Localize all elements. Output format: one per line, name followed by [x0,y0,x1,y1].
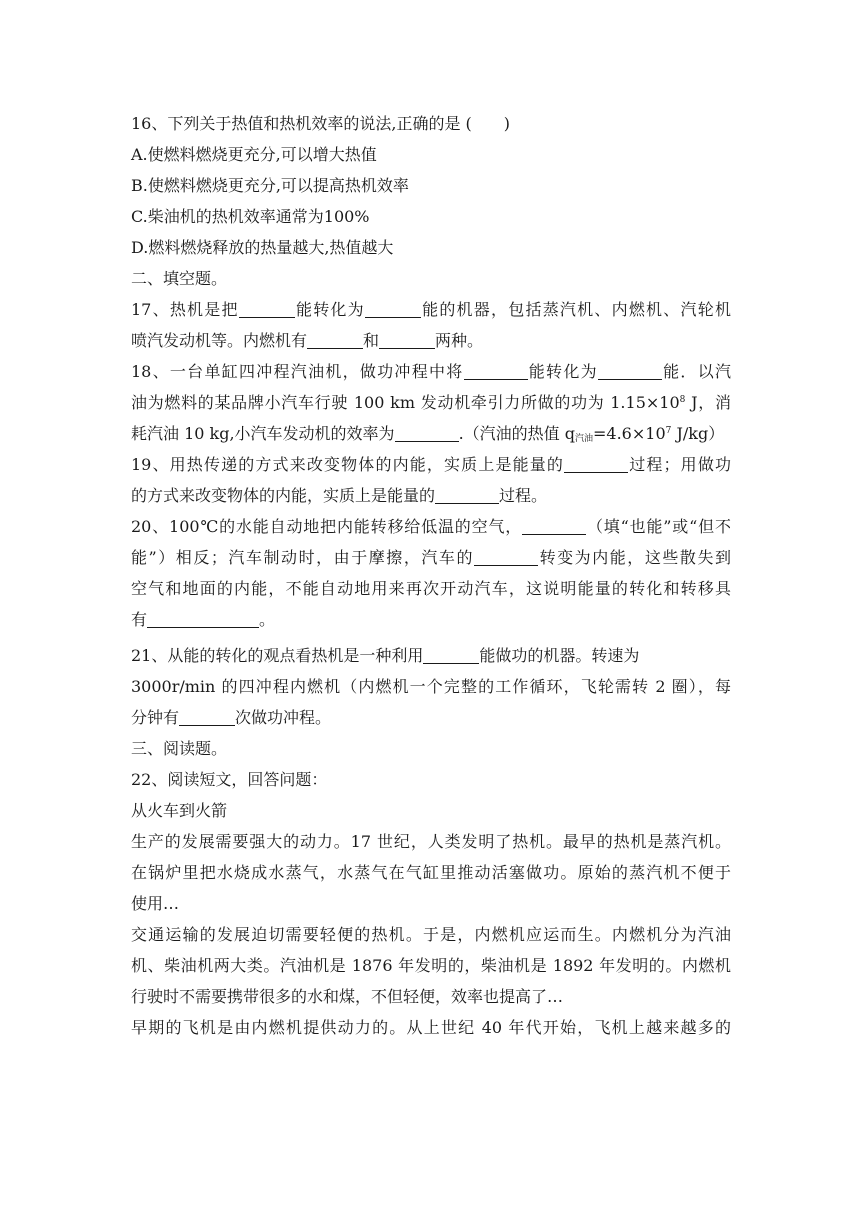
passage-paragraph-1-line: 使用… [131,894,180,913]
text: J，消 [685,393,731,412]
answer-blank[interactable] [147,609,259,628]
text: 能的机器，包括蒸汽机、内燃机、汽轮机 [420,300,731,319]
question-20-line-2 [131,542,731,573]
text: （填“也能”或“但不 [586,517,731,536]
section-fill-in-heading: 二、填空题。 [131,269,228,288]
question-18-line-1 [131,356,731,387]
text: 21、从能的转化的观点看热机是一种利用 [131,646,424,665]
section-reading-heading: 三、阅读题。 [131,739,228,758]
text: 的方式来改变物体的内能，实质上是能量的 [131,486,436,505]
text: 19、用热传递的方式来改变物体的内能，实质上是能量的 [131,455,565,474]
text: 能做功的机器。转速为 [479,646,640,665]
text: 有 [131,610,148,629]
text: 转变为内能，这些散失到 [538,548,731,567]
passage-paragraph-1-line: 生产的发展需要强大的动力。17 世纪，人类发明了热机。最早的热机是蒸汽机。 [131,832,731,851]
question-22-stem: 22、阅读短文，回答问题： [131,770,328,789]
question-16-stem: 16、下列关于热值和热机效率的说法,正确的是 ( ) [131,114,511,133]
answer-blank[interactable] [307,330,363,349]
question-16-option-c: C.柴油机的热机效率通常为100% [131,207,370,226]
passage-paragraph-1-line: 在锅炉里把水烧成水蒸气，水蒸气在气缸里推动活塞做功。原始的蒸汽机不便于 [131,863,731,882]
text: .（汽油的热值 q [458,424,575,443]
passage-paragraph-2-line: 行驶时不需要携带很多的水和煤，不但轻便，效率也提高了… [131,987,564,1006]
answer-blank[interactable] [464,361,528,380]
passage-paragraph-2-line: 交通运输的发展迫切需要轻便的热机。于是，内燃机应运而生。内燃机分为汽油 [131,925,731,944]
question-18-line-2 [131,387,731,418]
answer-blank[interactable] [423,645,479,664]
question-21-line-3 [131,702,731,733]
question-17-line-2 [131,325,731,356]
text: 18、一台单缸四冲程汽油机，做功冲程中将 [131,362,464,381]
question-19-line-1 [131,449,731,480]
subscript: 汽油 [574,434,593,444]
question-16-option-b: B.使燃料燃烧更充分,可以提高热机效率 [131,176,409,195]
question-20-line-3: 空气和地面的内能，不能自动地用来再次开动汽车，这说明能量的转化和转移具 [131,579,731,598]
answer-blank[interactable] [598,361,662,380]
answer-blank[interactable] [564,454,628,473]
text: 次做功冲程。 [235,708,332,727]
text: 能．以汽 [661,362,731,381]
answer-blank[interactable] [474,547,538,566]
text: 20、100℃的水能自动地把内能转移给低温的空气， [131,517,523,536]
text: 17、热机是把 [131,300,239,319]
document-page [131,108,731,1043]
text: 能转化为 [294,300,365,319]
question-16-option-a: A.使燃料燃烧更充分,可以增大热值 [131,145,377,164]
text: 过程；用做功 [628,455,731,474]
question-17-line-1 [131,294,731,325]
text: 过程。 [499,486,548,505]
passage-paragraph-3-line: 早期的飞机是由内燃机提供动力的。从上世纪 40 年代开始，飞机上越来越多的 [131,1018,731,1037]
answer-blank[interactable] [365,299,421,318]
text: =4.6×10 [593,424,666,443]
question-19-line-2 [131,480,731,511]
answer-blank[interactable] [379,330,435,349]
passage-title: 从火车到火箭 [131,801,228,820]
question-18-line-3 [131,418,731,449]
text: 能”）相反；汽车制动时，由于摩擦，汽车的 [131,548,475,567]
text: 喷汽发动机等。内燃机有 [131,331,308,350]
answer-blank[interactable] [395,423,459,442]
question-20-line-4 [131,604,731,635]
answer-blank[interactable] [435,485,499,504]
exponent: 8 [679,395,686,405]
question-21-line-1 [131,640,731,671]
exponent: 7 [665,426,672,436]
question-21-line-2: 3000r/min 的四冲程内燃机（内燃机一个完整的工作循环，飞轮需转 2 圈），每 [131,677,731,696]
question-16-option-d: D.燃料燃烧释放的热量越大,热值越大 [131,238,394,257]
passage-paragraph-2-line: 机、柴油机两大类。汽油机是 1876 年发明的，柴油机是 1892 年发明的。内燃机 [131,956,731,975]
answer-blank[interactable] [239,299,295,318]
text: 和 [363,331,380,350]
text: J/kg） [671,424,725,443]
text: 油为燃料的某品牌小汽车行驶 100 km 发动机牵引力所做的功为 1.15×10 [131,393,680,412]
text: 。 [259,610,276,629]
answer-blank[interactable] [522,516,586,535]
text: 耗汽油 10 kg,小汽车发动机的效率为 [131,424,395,443]
answer-blank[interactable] [179,707,235,726]
text: 能转化为 [527,362,598,381]
text: 两种。 [435,331,484,350]
text: 分钟有 [131,708,180,727]
question-20-line-1 [131,511,731,542]
